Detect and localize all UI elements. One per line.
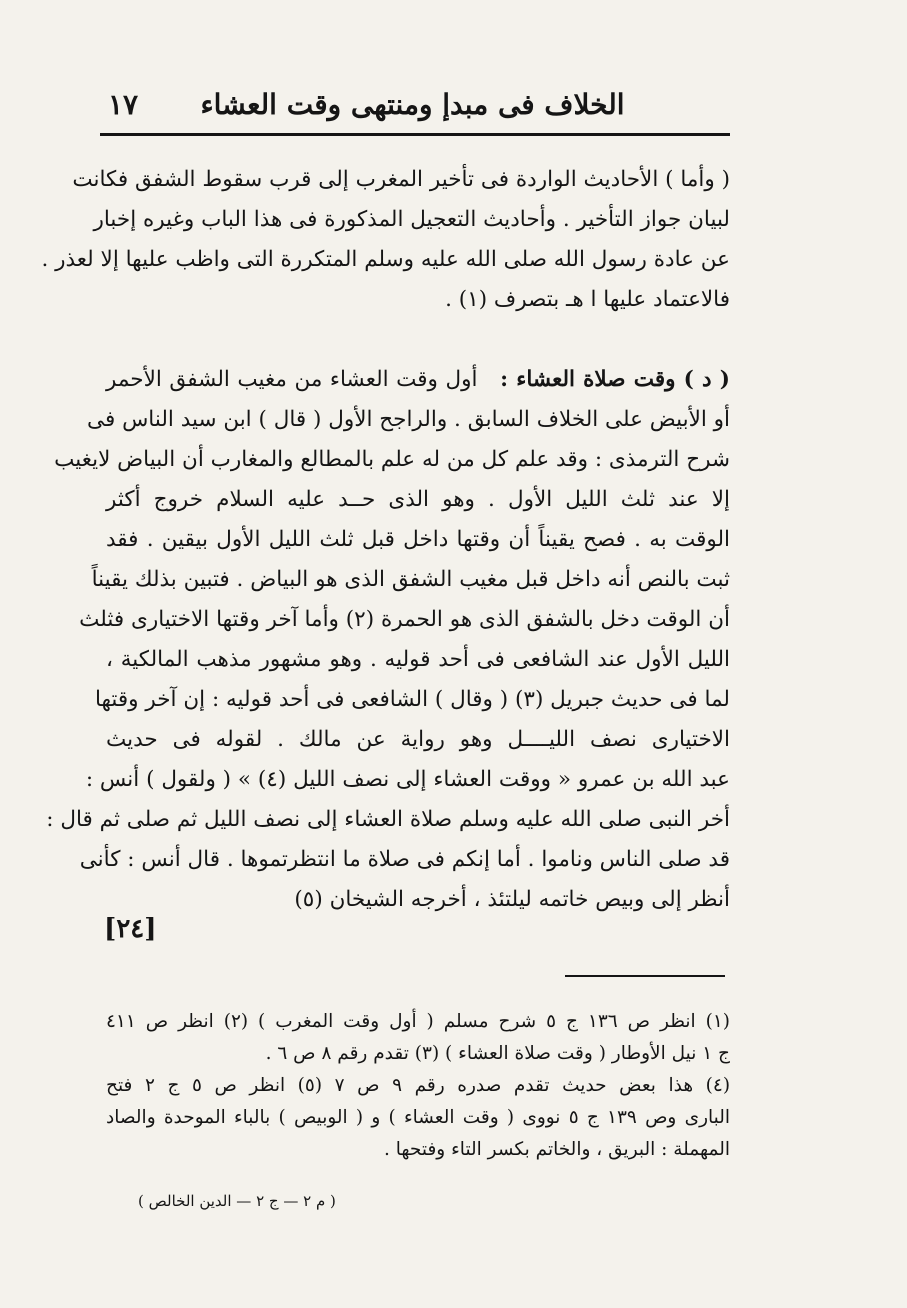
text-line: أخر النبى صلى الله عليه وسلم صلاة العشاء إلى نصف الليل ثم صلى ثم قال : xyxy=(46,807,730,832)
text-line xyxy=(106,360,730,400)
footnotes xyxy=(106,1006,730,1166)
text-line: الاختيارى نصف الليــــل وهو رواية عن مالك . لقوله فى حديث xyxy=(106,727,730,752)
text-line: فالاعتماد عليها ا هـ بتصرف (١) . xyxy=(445,287,730,312)
header-rule xyxy=(100,133,730,136)
paragraph-prior-section xyxy=(41,160,730,320)
text-line: عن عادة رسول الله صلى الله عليه وسلم المتكررة التى واظب عليها إلا لعذر . xyxy=(41,247,730,272)
body-text xyxy=(41,160,730,920)
text-line: أو الأبيض على الخلاف السابق . والراجح الأول ( قال ) ابن سيد الناس فى xyxy=(87,407,730,432)
footnote-line: (٤) هذا بعض حديث تقدم صدره رقم ٩ ص ٧ (٥) انظر ص ٥ ج ٢ فتح xyxy=(106,1075,731,1096)
footnote-rule xyxy=(565,975,725,977)
text-line: ثبت بالنص أنه داخل قبل مغيب الشفق الذى هو البياض . فتبين بذلك يقيناً xyxy=(91,567,730,592)
text-line: الوقت به . فصح يقيناً أن وقتها داخل قبل ثلث الليل الأول بيقين . فقد xyxy=(106,527,730,552)
header-title: الخلاف فى مبدإ ومنتهى وقت العشاء xyxy=(200,87,625,121)
text-line: إلا عند ثلث الليل الأول . وهو الذى حــد عليه السلام خروج أكثر xyxy=(106,487,730,512)
paragraph-isha-time xyxy=(46,360,730,920)
footer-signature: ( م ٢ — ج ٢ — الدين الخالص ) xyxy=(138,1192,336,1210)
footnote-line: ج ١ نيل الأوطار ( وقت صلاة العشاء ) (٣) تقدم رقم ٨ ص ٦ . xyxy=(265,1043,730,1064)
text-line: ( وأما ) الأحاديث الواردة فى تأخير المغرب إلى قرب سقوط الشفق فكانت xyxy=(72,167,730,192)
text-line: الليل الأول عند الشافعى فى أحد قوليه . وهو مشهور مذهب المالكية ، xyxy=(106,647,730,672)
text-line: لما فى حديث جبريل (٣) ( وقال ) الشافعى فى أحد قوليه : إن آخر وقتها xyxy=(94,687,730,712)
paragraph-gap xyxy=(106,320,730,360)
text-line: أنظر إلى وبيص خاتمه ليلتئذ ، أخرجه الشيخان (٥) xyxy=(294,887,730,912)
page-number: ١٧ xyxy=(108,88,139,121)
section-heading-rest: أول وقت العشاء من مغيب الشفق الأحمر xyxy=(106,367,478,392)
footnote-line: البارى وص ١٣٩ ج ٥ نووى ( وقت العشاء ) و ( الوبيص ) بالباء الموحدة والصاد xyxy=(106,1107,731,1128)
signature-marker: [٢٤] xyxy=(104,914,157,944)
text-line: شرح الترمذى : وقد علم كل من له علم بالمطالع والمغارب أن البياض لايغيب xyxy=(54,447,730,472)
text-line: قد صلى الناس وناموا . أما إنكم فى صلاة ما انتظرتموها . قال أنس : كأنى xyxy=(79,847,730,872)
text-line: أن الوقت دخل بالشفق الذى هو الحمرة (٢) وأما آخر وقتها الاختيارى فثلث xyxy=(79,607,730,632)
text-line: عبد الله بن عمرو « ووقت العشاء إلى نصف الليل (٤) » ( ولقول ) أنس : xyxy=(85,767,730,792)
footnote-line: (١) انظر ص ١٣٦ ج ٥ شرح مسلم ( أول وقت المغرب ) (٢) انظر ص ٤١١ xyxy=(106,1011,731,1032)
text-line: لبيان جواز التأخير . وأحاديث التعجيل المذكورة فى هذا الباب وغيره إخبار xyxy=(93,207,730,232)
running-header xyxy=(100,82,725,126)
footnote-line: المهملة : البريق ، والخاتم بكسر التاء وفتحها . xyxy=(384,1139,730,1160)
section-heading: ( د ) وقت صلاة العشاء : xyxy=(500,367,730,392)
